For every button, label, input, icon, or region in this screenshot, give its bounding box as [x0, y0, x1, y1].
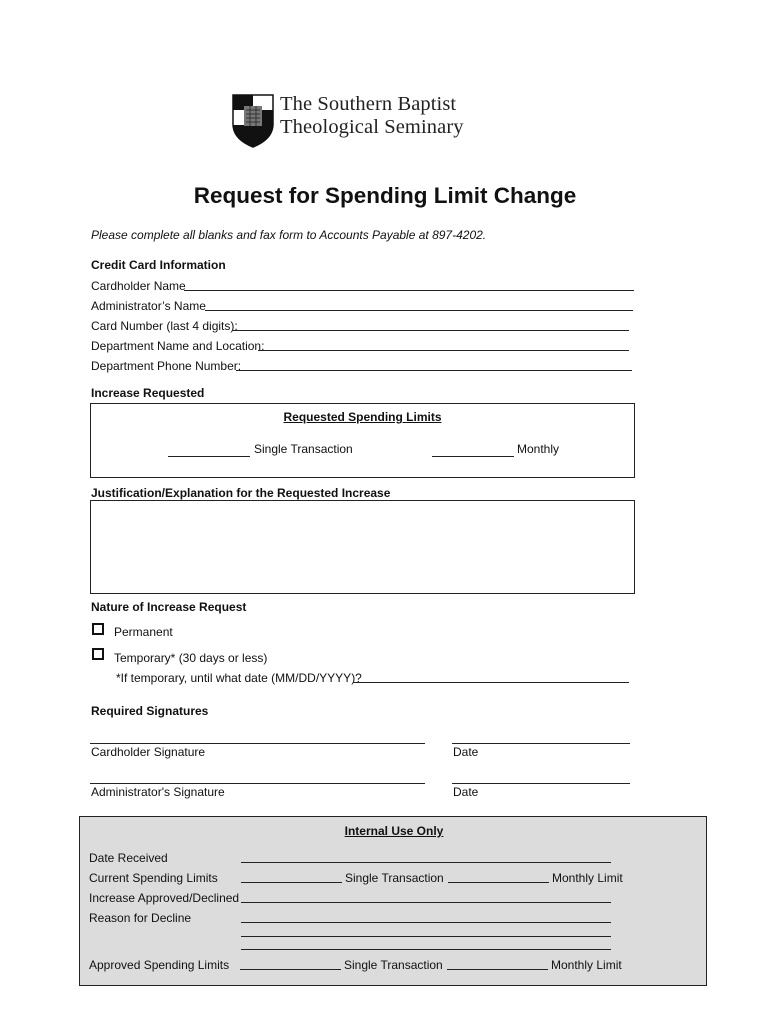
department-label: Department Name and Location:: [91, 339, 265, 353]
approved-single-label: Single Transaction: [344, 958, 443, 972]
current-monthly-field[interactable]: [448, 882, 549, 883]
requested-limits-title: Requested Spending Limits: [283, 410, 442, 424]
cardholder-date-label: Date: [453, 745, 479, 759]
cardholder-name-label: Cardholder Name: [91, 279, 186, 293]
phone-label: Department Phone Number:: [91, 359, 242, 373]
internal-use-section: [79, 816, 707, 986]
date-received-label: Date Received: [89, 851, 168, 865]
justification-heading: Justification/Explanation for the Requested Increase: [91, 486, 391, 500]
reason-decline-field-2[interactable]: [241, 936, 611, 937]
administrator-signature-label: Administrator's Signature: [91, 785, 225, 799]
temporary-date-field[interactable]: [353, 682, 629, 683]
card-number-label: Card Number (last 4 digits):: [91, 319, 238, 333]
current-single-field[interactable]: [241, 882, 342, 883]
approved-monthly-field[interactable]: [447, 969, 548, 970]
requested-limits-box: [90, 403, 635, 478]
form-title: Request for Spending Limit Change: [193, 183, 577, 208]
permanent-checkbox[interactable]: [92, 623, 104, 635]
approved-declined-label: Increase Approved/Declined: [89, 891, 240, 905]
cardholder-date-field[interactable]: [452, 743, 630, 744]
form-instructions: Please complete all blanks and fax form to Accounts Payable at 897-4202.: [91, 228, 487, 242]
permanent-label: Permanent: [114, 625, 173, 639]
date-received-field[interactable]: [241, 862, 611, 863]
administrator-name-label: Administrator’s Name: [91, 299, 206, 313]
administrator-signature-field[interactable]: [90, 783, 425, 784]
administrator-name-field[interactable]: [205, 310, 633, 311]
reason-decline-field-3[interactable]: [241, 949, 611, 950]
credit-card-heading: Credit Card Information: [91, 258, 226, 272]
increase-heading: Increase Requested: [91, 386, 205, 400]
signatures-heading: Required Signatures: [91, 704, 209, 718]
current-single-label: Single Transaction: [345, 871, 444, 885]
org-name-line2: Theological Seminary: [280, 116, 464, 138]
current-limits-label: Current Spending Limits: [89, 871, 218, 885]
card-number-field[interactable]: [232, 330, 629, 331]
monthly-field[interactable]: [432, 456, 514, 457]
approved-monthly-label: Monthly Limit: [551, 958, 622, 972]
monthly-label: Monthly: [517, 442, 560, 456]
temporary-checkbox[interactable]: [92, 648, 104, 660]
single-transaction-field[interactable]: [168, 456, 250, 457]
cardholder-name-field[interactable]: [184, 290, 634, 291]
reason-decline-label: Reason for Decline: [89, 911, 192, 925]
justification-textarea[interactable]: [90, 500, 635, 594]
org-name: [280, 93, 464, 139]
department-field[interactable]: [258, 350, 629, 351]
temporary-date-label: *If temporary, until what date (MM/DD/YYYY)?: [116, 671, 362, 685]
cardholder-signature-label: Cardholder Signature: [91, 745, 206, 759]
org-name-line1: The Southern Baptist: [280, 93, 457, 115]
administrator-date-label: Date: [453, 785, 479, 799]
nature-heading: Nature of Increase Request: [91, 600, 247, 614]
single-transaction-label: Single Transaction: [254, 442, 353, 456]
cardholder-signature-field[interactable]: [90, 743, 425, 744]
approved-single-field[interactable]: [240, 969, 341, 970]
internal-use-title: Internal Use Only: [344, 824, 444, 838]
reason-decline-field-1[interactable]: [241, 922, 611, 923]
approved-limits-label: Approved Spending Limits: [89, 958, 230, 972]
phone-field[interactable]: [236, 370, 632, 371]
seminary-shield-logo: [232, 94, 274, 148]
current-monthly-label: Monthly Limit: [552, 871, 623, 885]
administrator-date-field[interactable]: [452, 783, 630, 784]
approved-declined-field[interactable]: [241, 902, 611, 903]
temporary-label: Temporary* (30 days or less): [114, 651, 268, 665]
